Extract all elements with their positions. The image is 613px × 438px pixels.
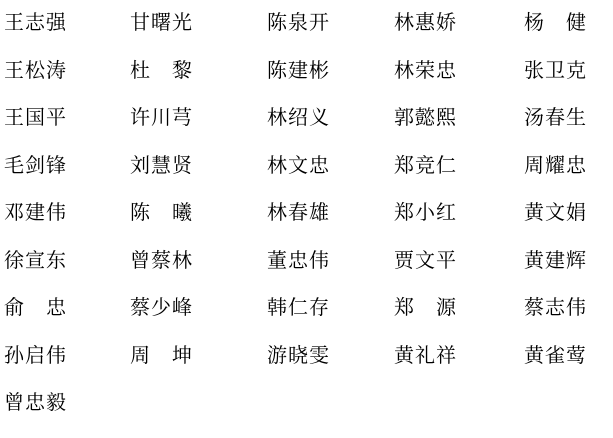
name-cell: 陈 曦 xyxy=(130,200,193,224)
name-cell: 韩仁存 xyxy=(267,295,330,319)
name-cell: 徐宣东 xyxy=(4,247,67,272)
name-cell: 林荣忠 xyxy=(394,57,457,82)
name-cell: 俞 忠 xyxy=(4,295,67,319)
name-cell: 王国平 xyxy=(4,105,67,129)
name-cell: 郑小红 xyxy=(394,200,457,224)
name-cell: 郑竞仁 xyxy=(394,152,457,177)
name-cell: 曾忠毅 xyxy=(4,390,67,414)
name-cell: 游晓雯 xyxy=(267,342,330,367)
name-cell: 曾蔡林 xyxy=(130,247,193,272)
name-cell: 毛剑锋 xyxy=(4,152,67,177)
name-cell: 汤春生 xyxy=(524,105,587,129)
name-cell: 孙启伟 xyxy=(4,342,67,367)
name-cell: 蔡志伟 xyxy=(524,295,587,319)
name-cell: 黄文娟 xyxy=(524,200,587,224)
name-cell: 许川芎 xyxy=(130,105,193,129)
name-cell: 黄雀莺 xyxy=(524,342,587,367)
name-cell: 王志强 xyxy=(4,10,67,34)
name-cell: 黄礼祥 xyxy=(394,342,457,367)
name-cell: 王松涛 xyxy=(4,57,67,82)
name-cell: 周耀忠 xyxy=(524,152,587,177)
name-cell: 黄建辉 xyxy=(524,247,587,272)
name-cell: 贾文平 xyxy=(394,247,457,272)
name-cell: 甘曙光 xyxy=(130,10,193,34)
name-cell: 陈泉开 xyxy=(267,10,330,34)
name-cell: 郭懿熙 xyxy=(394,105,457,129)
name-cell: 陈建彬 xyxy=(267,57,330,82)
name-cell: 董忠伟 xyxy=(267,247,330,272)
name-cell: 郑 源 xyxy=(394,295,457,319)
name-cell: 刘慧贤 xyxy=(130,152,193,177)
name-cell: 林文忠 xyxy=(267,152,330,177)
name-cell: 杨 健 xyxy=(524,10,587,34)
name-cell: 林绍义 xyxy=(267,105,330,129)
name-cell: 林惠娇 xyxy=(394,10,457,34)
name-cell: 周 坤 xyxy=(130,342,193,367)
name-cell: 杜 黎 xyxy=(130,57,193,82)
name-cell: 蔡少峰 xyxy=(130,295,193,319)
name-cell: 林春雄 xyxy=(267,200,330,224)
name-cell: 张卫克 xyxy=(524,57,587,82)
name-cell: 邓建伟 xyxy=(4,200,67,224)
